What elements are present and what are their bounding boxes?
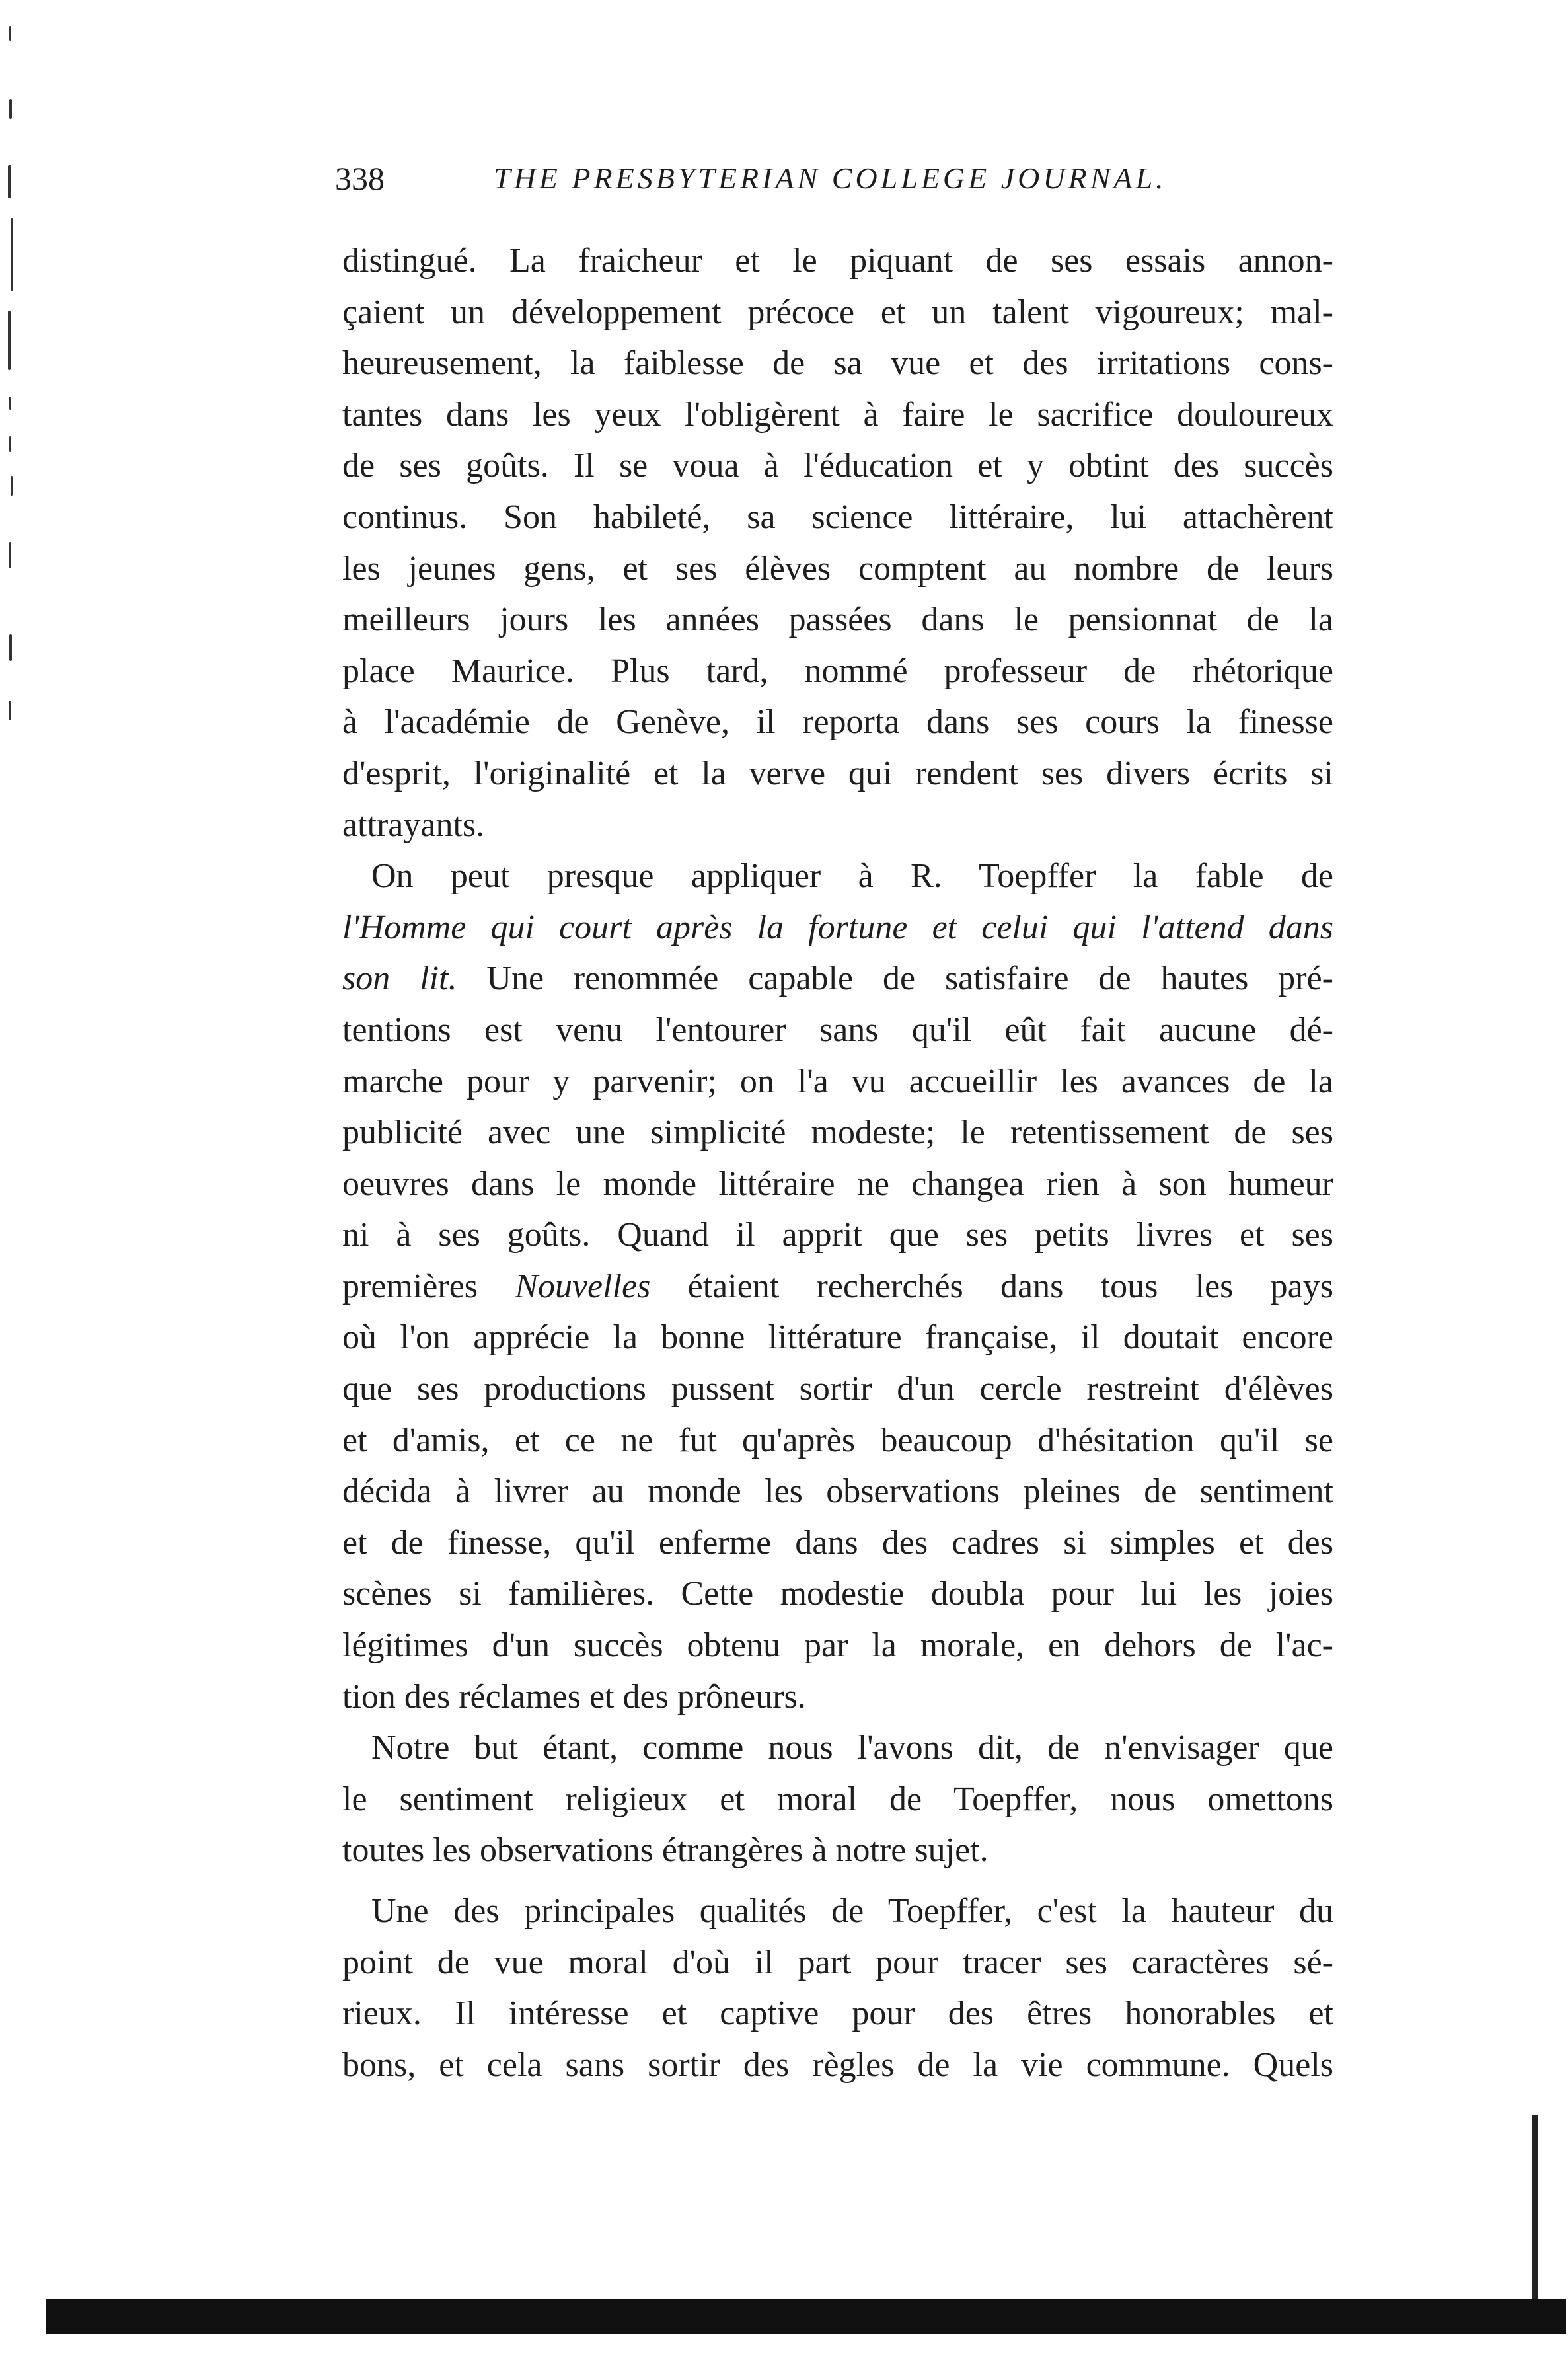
text-line: On peut presque appliquer à R. Toepffer la fable de: [371, 857, 1333, 896]
text-line: et de finesse, qu'il enferme dans des cadres si simples et des: [342, 1523, 1333, 1562]
text-line: attrayants.: [342, 806, 485, 844]
text-line-mixed: [342, 953, 1333, 1005]
text-line: à l'académie de Genève, il reporta dans ses cours la finesse: [342, 703, 1333, 742]
text-line: bons, et cela sans sortir des règles de la vie commune. Quels: [342, 2045, 1333, 2084]
text-line: scènes si familières. Cette modestie doubla pour lui les joies: [342, 1575, 1333, 1613]
text-line: et d'amis, et ce ne fut qu'après beaucoup d'hésitation qu'il se: [342, 1421, 1333, 1459]
text-fragment: étaient recherchés dans tous les pays: [650, 1267, 1333, 1305]
italic-fragment: Nouvelles: [515, 1267, 651, 1305]
text-line: tion des réclames et des prôneurs.: [342, 1677, 806, 1716]
text-line: légitimes d'un succès obtenu par la morale, en dehors de l'ac-: [342, 1626, 1333, 1665]
text-fragment: premières: [342, 1267, 515, 1305]
text-line-mixed: [342, 1261, 1333, 1313]
text-line: toutes les observations étrangères à notre sujet.: [342, 1831, 989, 1870]
text-line: place Maurice. Plus tard, nommé professeur de rhétorique: [342, 652, 1333, 690]
text-line: heureusement, la faiblesse de sa vue et des irritations cons-: [342, 344, 1333, 383]
text-line: meilleurs jours les années passées dans le pensionnat de la: [342, 601, 1333, 639]
text-line: d'esprit, l'originalité et la verve qui rendent ses divers écrits si: [342, 754, 1333, 792]
scan-border-edge: [1532, 2115, 1538, 2307]
text-line: publicité avec une simplicité modeste; le retentissement de ses: [342, 1114, 1333, 1152]
text-line: que ses productions pussent sortir d'un cercle restreint d'élèves: [342, 1370, 1333, 1408]
text-line-italic: l'Homme qui court après la fortune et celui qui l'attend dans: [342, 908, 1333, 946]
text-line: tantes dans les yeux l'obligèrent à faire le sacrifice douloureux: [342, 395, 1333, 434]
text-fragment: Une renommée capable de satisfaire de hautes pré-: [457, 960, 1333, 998]
text-line: décida à livrer au monde les observations pleines de sentiment: [342, 1472, 1333, 1511]
text-line: oeuvres dans le monde littéraire ne changea rien à son humeur: [342, 1164, 1333, 1203]
text-line: ni à ses goûts. Quand il apprit que ses petits livres et ses: [342, 1216, 1333, 1254]
text-line: point de vue moral d'où il part pour tracer ses caractères sé-: [342, 1943, 1333, 1981]
text-line: de ses goûts. Il se voua à l'éducation et y obtint des succès: [342, 447, 1333, 485]
scan-edge-specks: [0, 0, 26, 793]
text-line: Notre but étant, comme nous l'avons dit, de n'envisager que: [371, 1729, 1333, 1767]
text-line: distingué. La fraicheur et le piquant de ses essais annon-: [342, 242, 1333, 280]
italic-fragment: son lit.: [342, 960, 457, 998]
text-line: marche pour y parvenir; on l'a vu accueillir les avances de la: [342, 1062, 1333, 1100]
scan-border-bottom: [46, 2299, 1566, 2334]
text-line: continus. Son habileté, sa science littéraire, lui attachèrent: [342, 498, 1333, 536]
text-line: Une des principales qualités de Toepffer, c'est la hauteur du: [371, 1892, 1333, 1930]
text-line: les jeunes gens, et ses élèves comptent au nombre de leurs: [342, 549, 1333, 588]
text-line: rieux. Il intéresse et captive pour des êtres honorables et: [342, 1995, 1333, 2033]
text-line: où l'on apprécie la bonne littérature française, il doutait encore: [342, 1318, 1333, 1357]
text-line: tentions est venu l'entourer sans qu'il eût fait aucune dé-: [342, 1010, 1333, 1049]
body-text: [342, 235, 1333, 2090]
journal-title: THE PRESBYTERIAN COLLEGE JOURNAL.: [494, 161, 1167, 195]
text-line: çaient un développement précoce et un talent vigoureux; mal-: [342, 293, 1333, 331]
running-header: [335, 152, 1253, 205]
text-line: le sentiment religieux et moral de Toepffer, nous omettons: [342, 1780, 1333, 1818]
page-number: 338: [335, 160, 385, 197]
